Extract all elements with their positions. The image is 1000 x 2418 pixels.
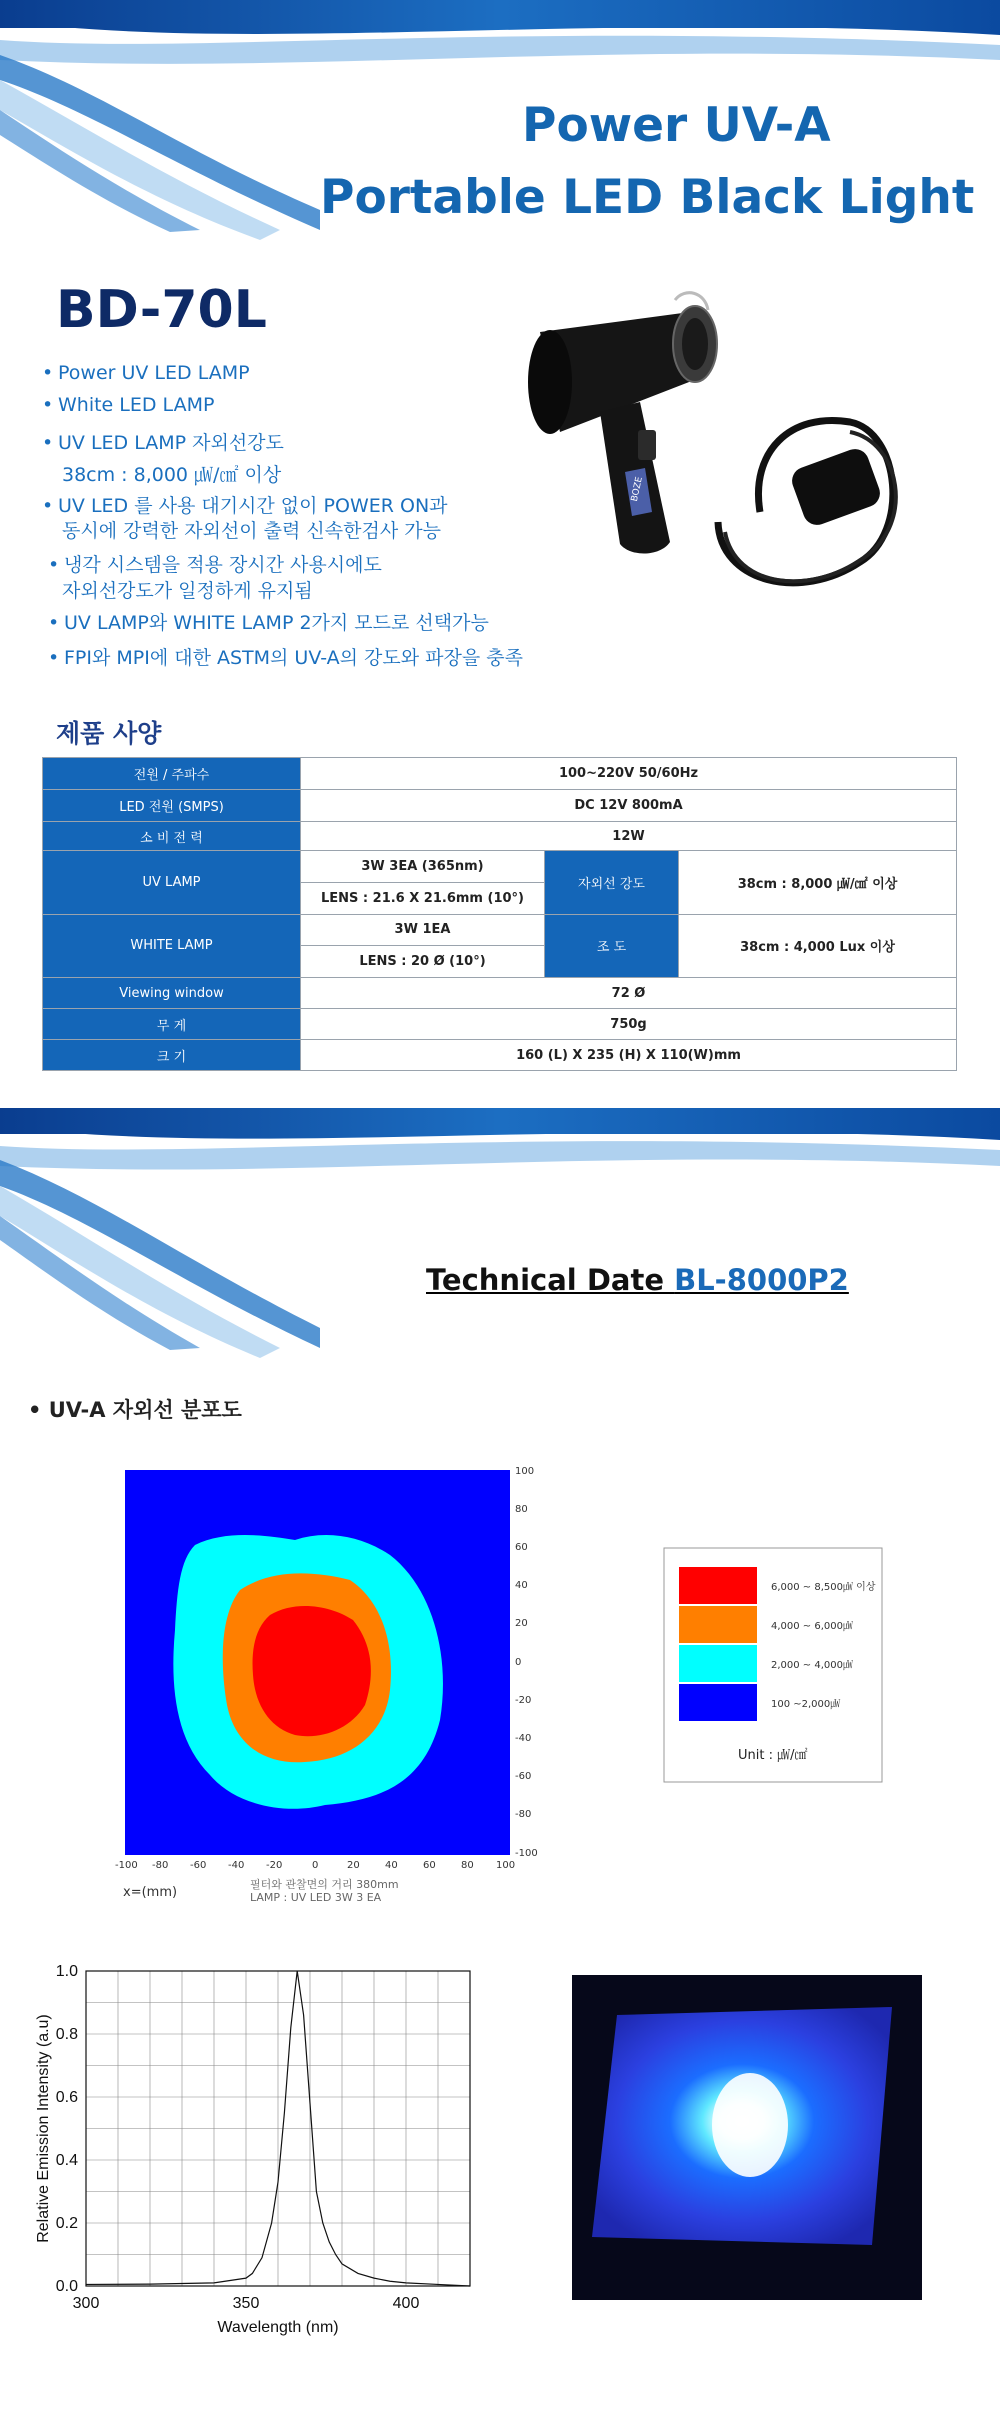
map-x-tick: -80 — [152, 1860, 169, 1871]
x-tick-label: 350 — [232, 2295, 260, 2312]
legend-label: 2,000 ~ 4,000㎼ — [771, 1660, 853, 1671]
legend-swatch-cyan — [679, 1645, 757, 1682]
spec-value: 100~220V 50/60Hz — [301, 758, 957, 790]
x-tick-label: 400 — [392, 2295, 420, 2312]
spec-row — [43, 851, 957, 883]
legend-unit: Unit : ㎼/㎠ — [738, 1748, 808, 1763]
spec-value: 12W — [301, 821, 957, 851]
y-tick-label: 0.8 — [55, 2026, 78, 2043]
spec-label: Viewing window — [43, 977, 301, 1009]
map-y-tick: -20 — [515, 1695, 532, 1706]
spec-label: 소 비 전 력 — [43, 821, 301, 851]
model-code: BL-8000P2 — [674, 1263, 849, 1297]
distribution-legend — [663, 1547, 883, 1783]
map-x-tick: 100 — [496, 1860, 516, 1871]
spec-row — [43, 821, 957, 851]
feature-item: • White LED LAMP — [42, 394, 215, 416]
feature-detail: 자외선강도가 일정하게 유지됨 — [62, 580, 313, 602]
map-y-tick: -100 — [515, 1848, 538, 1859]
spec-label: 전원 / 주파수 — [43, 758, 301, 790]
map-y-tick: -60 — [515, 1771, 532, 1782]
feature-detail: 동시에 강력한 자외선이 출력 신속한검사 가능 — [62, 520, 441, 542]
feature-item: • UV LED 를 사용 대기시간 없이 POWER ON과 — [42, 495, 448, 517]
header-title-line2: Portable LED Black Light — [320, 170, 975, 225]
legend-swatch-blue — [679, 1684, 757, 1721]
map-x-axis — [115, 1860, 515, 1871]
y-tick-label: 0.4 — [55, 2152, 78, 2169]
legend-label: 100 ~2,000㎼ — [771, 1699, 841, 1710]
spec-value: 750g — [301, 1009, 957, 1040]
map-y-axis — [515, 1466, 538, 1859]
spec-row — [43, 789, 957, 821]
x-tick-label: 300 — [72, 2295, 100, 2312]
legend-label: 6,000 ~ 8,500㎼ 이상 — [771, 1582, 876, 1593]
map-x-tick: 0 — [312, 1860, 319, 1871]
y-tick-label: 0.2 — [55, 2215, 78, 2232]
feature-detail: 38cm : 8,000 ㎼/㎠ 이상 — [62, 464, 282, 486]
map-y-tick: 60 — [515, 1542, 528, 1553]
feature-item: • FPI와 MPI에 대한 ASTM의 UV-A의 강도와 파장을 충족 — [48, 647, 523, 669]
header-wave-banner — [0, 0, 1000, 280]
map-y-tick: 100 — [515, 1466, 535, 1477]
map-zone-6000-8500 — [253, 1606, 371, 1736]
map-x-tick: -100 — [115, 1860, 138, 1871]
map-x-label: x=(mm) — [123, 1885, 178, 1900]
spec-label: 크 기 — [43, 1040, 301, 1071]
map-y-tick: -40 — [515, 1733, 532, 1744]
spec-label: 조 도 — [545, 915, 679, 978]
feature-item: • Power UV LED LAMP — [42, 362, 250, 384]
header-title-line1: Power UV-A — [522, 98, 831, 153]
spec-value: 38cm : 4,000 Lux 이상 — [679, 915, 957, 978]
model-name: BD-70L — [56, 280, 267, 340]
legend-swatch-red — [679, 1567, 757, 1604]
spec-value: 3W 3EA (365nm) — [301, 851, 545, 883]
spec-label: WHITE LAMP — [43, 915, 301, 978]
spec-label: UV LAMP — [43, 851, 301, 915]
y-axis-label: Relative Emission Intensity (a.u) — [35, 2014, 52, 2243]
map-y-tick: 80 — [515, 1504, 528, 1515]
y-tick-label: 1.0 — [55, 1963, 78, 1980]
technical-data-title: Technical Date BL-8000P2 — [426, 1263, 849, 1297]
uv-light-projection-photo — [572, 1975, 922, 2300]
chart-grid — [86, 1971, 470, 2286]
spec-label: 무 게 — [43, 1009, 301, 1040]
legend-swatch-orange — [679, 1606, 757, 1643]
map-x-tick: -60 — [190, 1860, 207, 1871]
spec-value: DC 12V 800mA — [301, 789, 957, 821]
map-note-distance: 필터와 관찰면의 거리 380mm — [250, 1878, 399, 1891]
spec-row — [43, 915, 957, 946]
spec-label: 자외선 강도 — [545, 851, 679, 915]
spec-value: 38cm : 8,000 ㎼/㎠ 이상 — [679, 851, 957, 915]
spec-row — [43, 1040, 957, 1071]
feature-item: • 냉각 시스템을 적용 장시간 사용시에도 — [48, 554, 382, 576]
map-x-tick: -20 — [266, 1860, 283, 1871]
map-y-tick: -80 — [515, 1809, 532, 1820]
spec-row — [43, 1009, 957, 1040]
spec-value: 72 Ø — [301, 977, 957, 1009]
spec-value: LENS : 20 Ø (10°) — [301, 945, 545, 977]
map-x-tick: 60 — [423, 1860, 436, 1871]
section-wave-banner — [0, 1108, 1000, 1398]
map-x-tick: 40 — [385, 1860, 398, 1871]
map-note-lamp: LAMP : UV LED 3W 3 EA — [250, 1891, 382, 1904]
uv-distribution-map — [115, 1460, 555, 1910]
map-x-tick: 20 — [347, 1860, 360, 1871]
spec-row — [43, 977, 957, 1009]
spec-table — [42, 757, 957, 1071]
feature-item: • UV LAMP와 WHITE LAMP 2가지 모드로 선택가능 — [48, 612, 489, 634]
map-x-tick: 80 — [461, 1860, 474, 1871]
feature-item: • UV LED LAMP 자외선강도 — [42, 432, 284, 454]
spec-heading: 제품 사양 — [56, 719, 162, 748]
spec-value: 3W 1EA — [301, 915, 545, 946]
spec-row — [43, 758, 957, 790]
spec-value: 160 (L) X 235 (H) X 110(W)mm — [301, 1040, 957, 1071]
map-y-tick: 0 — [515, 1657, 522, 1668]
lamp-brand-label: BOZE — [629, 476, 645, 503]
y-tick-label: 0.6 — [55, 2089, 78, 2106]
map-y-tick: 20 — [515, 1618, 528, 1629]
uv-lamp-product-image — [520, 282, 920, 622]
spec-value: LENS : 21.6 X 21.6mm (10°) — [301, 883, 545, 915]
map-y-tick: 40 — [515, 1580, 528, 1591]
spec-label: LED 전원 (SMPS) — [43, 789, 301, 821]
legend-label: 4,000 ~ 6,000㎼ — [771, 1621, 853, 1632]
map-x-tick: -40 — [228, 1860, 245, 1871]
emission-spectrum-chart — [30, 1955, 520, 2355]
x-axis-label: Wavelength (nm) — [217, 2319, 339, 2336]
distribution-heading: • UV-A 자외선 분포도 — [28, 1398, 242, 1422]
y-tick-label: 0.0 — [55, 2278, 78, 2295]
